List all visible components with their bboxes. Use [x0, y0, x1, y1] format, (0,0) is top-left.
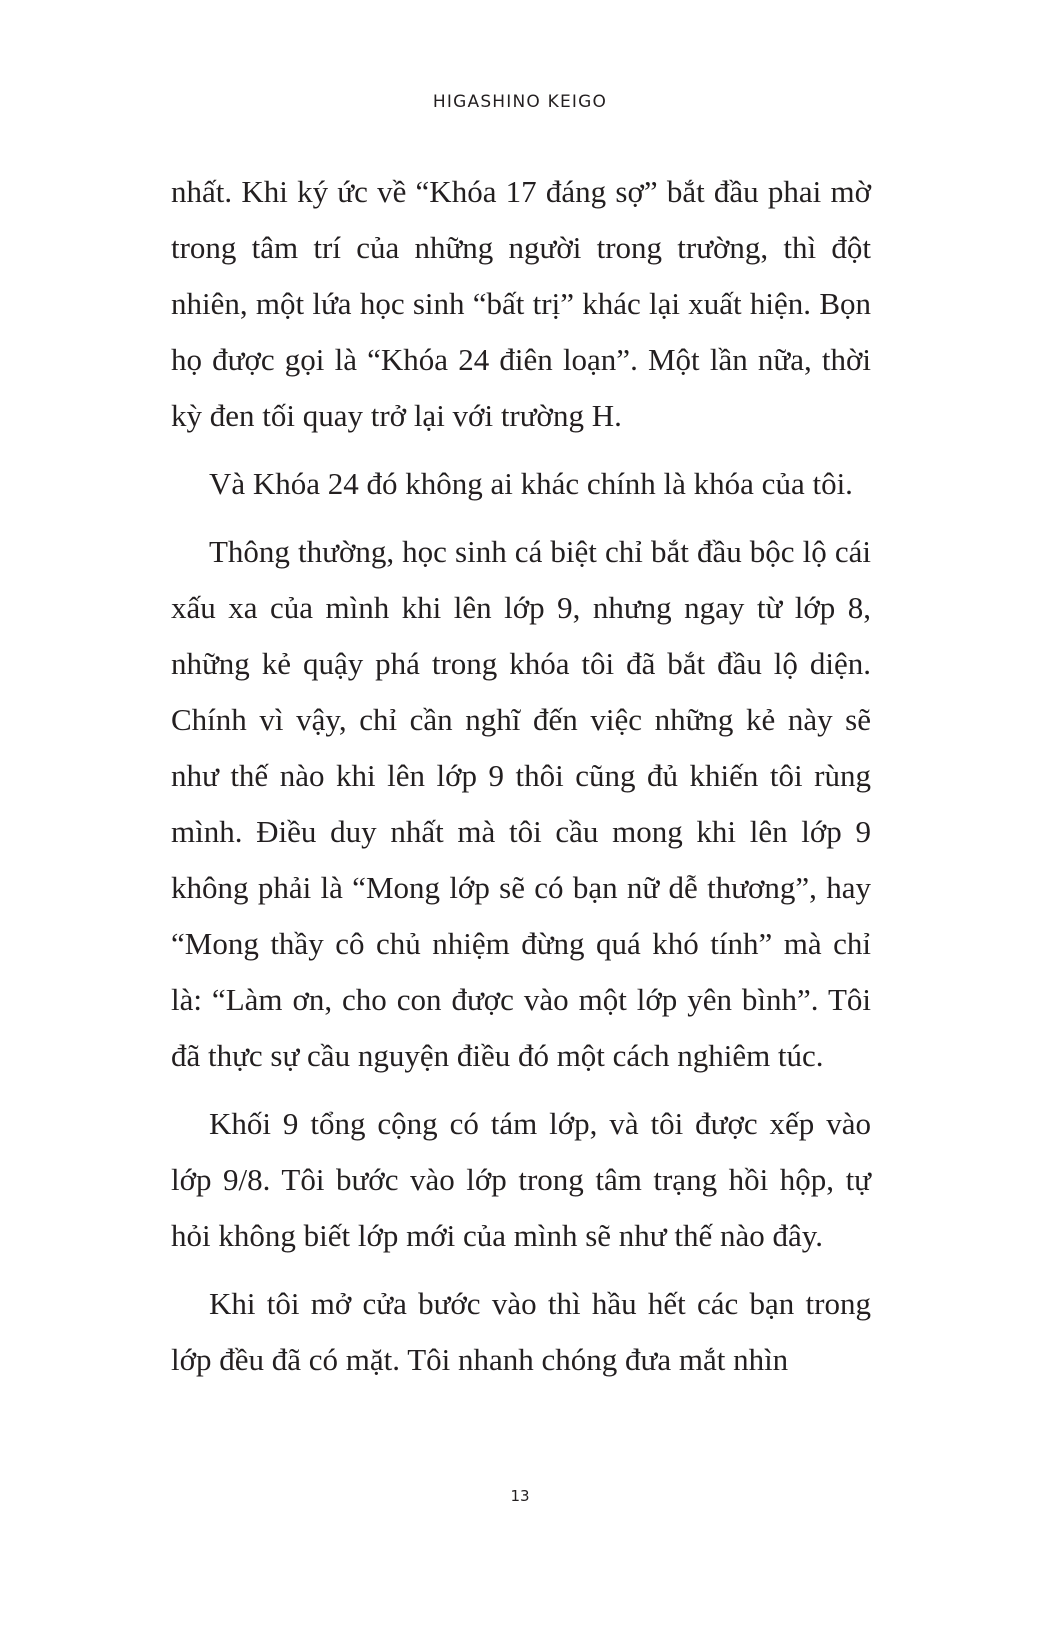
- paragraph: Khi tôi mở cửa bước vào thì hầu hết các bạn trong lớp đều đã có mặt. Tôi nhanh chóng đưa mắt nhìn: [171, 1286, 871, 1377]
- paragraph: nhất. Khi ký ức về “Khóa 17 đáng sợ” bắt đầu phai mờ trong tâm trí của những người trong trường, thì đột nhiên, một lứa học sinh “bất trị” khác lại xuất hiện. Bọn họ được gọi là “Khóa 24 điên loạn”. Một lần nữa, thời kỳ đen tối quay trở lại với trường H.: [171, 174, 871, 433]
- running-header-author: HIGASHINO KEIGO: [432, 92, 608, 112]
- paragraph: Khối 9 tổng cộng có tám lớp, và tôi được xếp vào lớp 9/8. Tôi bước vào lớp trong tâm trạng hồi hộp, tự hỏi không biết lớp mới của mình sẽ như thế nào đây.: [171, 1106, 871, 1253]
- paragraph: Thông thường, học sinh cá biệt chỉ bắt đầu bộc lộ cái xấu xa của mình khi lên lớp 9, nhưng ngay từ lớp 8, những kẻ quậy phá trong khóa tôi đã bắt đầu lộ diện. Chính vì vậy, chỉ cần nghĩ đến việc những kẻ này sẽ như thế nào khi lên lớp 9 thôi cũng đủ khiến tôi rùng mình. Điều duy nhất mà tôi cầu mong khi lên lớp 9 không phải là “Mong lớp sẽ có bạn nữ dễ thương”, hay “Mong thầy cô chủ nhiệm đừng quá khó tính” mà chỉ là: “Làm ơn, cho con được vào một lớp yên bình”. Tôi đã thực sự cầu nguyện điều đó một cách nghiêm túc.: [171, 534, 871, 1073]
- paragraph: Và Khóa 24 đó không ai khác chính là khóa của tôi.: [209, 466, 853, 501]
- body-text: [171, 164, 871, 1400]
- page-number: 13: [510, 1487, 530, 1505]
